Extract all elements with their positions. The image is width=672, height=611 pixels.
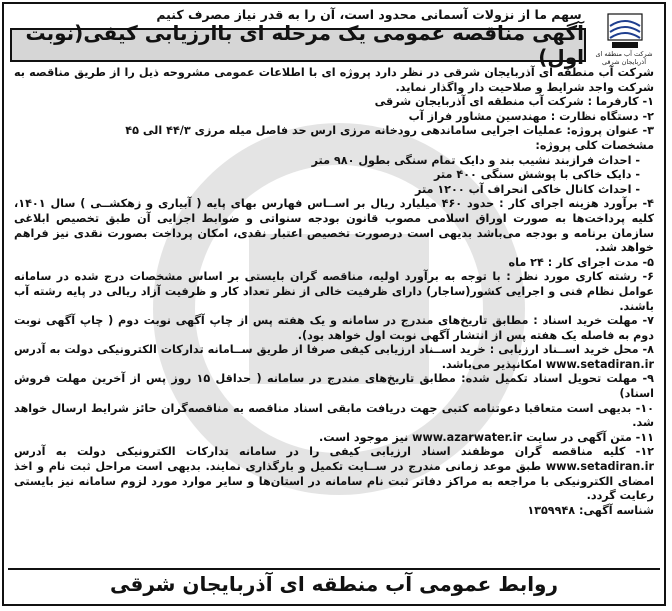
spec-item: - دایک خاکی با پوشش سنگی ۴۰۰ متر — [433, 168, 640, 182]
item-website-text-end: نیز موجود است. — [319, 430, 409, 444]
announcement-body — [14, 66, 654, 568]
item-website — [14, 431, 654, 446]
logo-caption: شرکت آب منطقه ای آذربایجان شرقی — [595, 50, 653, 66]
item-purchase-deadline: ۷- مهلت خرید اسناد : مطابق تاریخ‌های مندرج در سامانه و یک هفته پس از چاپ آگهی نوبت دوم ( چاپ آگهی نوبت دوم به فاصله یک هفته پس از انتشار آگهی نوبت اول خواهد بود). — [14, 314, 654, 342]
announcement-title: آگهی مناقصه عمومی یک مرحله ای باارزیابی کیفی(نوبت اول) — [10, 28, 586, 62]
item-upload-text: ۱۲- کلیه مناقصه گران موظفند اسناد ارزیابی کیفی را در سامانه تدارکات الکترونیکی دولت به آدرس — [14, 445, 654, 459]
item-project-title: ۳- عنوان پروژه: عملیات اجرایی ساماندهی رودخانه مرزی ارس حد فاصل میله مرزی ۴۴/۳ الی ۴۵ — [125, 124, 654, 138]
item-purchase-location-text: ۸- محل خرید اســناد ارزیابی : خرید اســناد ارزیابی کیفی صرفا از طریق ســامانه تدارکات الکترونیکی دولت به آدرس — [14, 343, 654, 357]
item-cost-estimate: ۴- برآورد هزینه اجرای کار : حدود ۴۶۰ میلیارد ریال بر اســاس فهارس بهای پایه ( آبیاری و زهکشــی ) سال ۱۴۰۱، کلیه پرداخت‌ها به صورت اوراق اسلامی مصوب قانون بودجه سنواتی و ضوابط اجرایی آن طبق تخصیص ابلاغی سازمان برنامه و بودجه می‌باشد بدیهی است درصورت تخصیص اعتبار نقدی، امکان پرداخت بصورت نقدی نیز فراهم خواهد شد. — [14, 197, 654, 255]
item-website-text: ۱۱- متن آگهی در سایت — [526, 430, 654, 444]
item-employer: ۱- کارفرما : شرکت آب منطقه ای آذربایجان شرقی — [374, 95, 654, 109]
spec-item: - احداث فرازبند نشیب بند و دایک تمام سنگی بطول ۹۸۰ متر — [311, 153, 640, 167]
setadiran-link-2[interactable]: www.setadiran.ir — [545, 460, 654, 474]
item-upload-text-end: طبق موعد زمانی مندرج در ســایت تکمیل و بارگذاری نمایند. بدیهی است مراحل ثبت نام و اخذ امضای الکترونیکی با مراجعه به مراکز دفاتر ثبت نام سامانه در استان‌ها و سایر موارد مورد لزوم سامانه نیز بایستی رعایت گردد. — [14, 460, 654, 503]
item-work-field: ۶- رشته کاری مورد نظر : با توجه به برآورد اولیه، مناقصه گران بایستی بر اساس مشخصات درج شده در سامانه عوامل نظام فنی و اجرایی کشور(ساجار) دارای ظرفیت خالی از نظر تعداد کار و ظرفیت آزاد ریالی در پایه رشته آب باشند. — [14, 270, 654, 313]
ad-identifier: شناسه آگهی: ۱۳۵۹۹۴۸ — [527, 503, 654, 517]
azarwater-link[interactable]: www.azarwater.ir — [412, 430, 523, 444]
conservation-slogan: سهم ما از نزولات آسمانی محدود است، آن را به قدر نیاز مصرف کنیم — [156, 7, 582, 22]
item-purchase-location — [14, 343, 654, 372]
item-upload-instructions — [14, 445, 654, 503]
specs-heading: مشخصات کلی پروژه: — [535, 138, 654, 152]
setadiran-link[interactable]: www.setadiran.ir — [545, 357, 654, 371]
footer-public-relations: روابط عمومی آب منطقه ای آذربایجان شرقی — [8, 568, 660, 598]
spec-item: - احداث کانال خاکی انحراف آب ۱۲۰۰ متر — [414, 182, 640, 196]
intro-paragraph: شرکت آب منطقه ای آذربایجان شرقی در نظر دارد پروژه ای با اطلاعات عمومی مشروحه ذیل را از طریق مناقصه به شرکت واجد شرایط و صلاحیت دار واگذار نماید. — [14, 66, 654, 94]
item-submission-deadline: ۹- مهلت تحویل اسناد تکمیل شده: مطابق تاریخ‌های مندرج در سامانه ( حداقل ۱۵ روز پس از آخرین مهلت فروش اسناد) — [14, 372, 654, 401]
advertisement-frame — [2, 2, 666, 606]
item-purchase-location-text-end: امکانپذیر می‌باشد. — [441, 357, 542, 371]
item-supervisor: ۲- دستگاه نظارت : مهندسین مشاور فراز آب — [408, 109, 654, 123]
item-invitation-note: ۱۰- بدیهی است متعاقبا دعوتنامه کتبی جهت دریافت مابقی اسناد مناقصه به مناقصه‌گران حائز شرایط ارسال خواهد شد. — [14, 401, 654, 430]
item-duration: ۵- مدت اجرای کار : ۲۴ ماه — [508, 255, 654, 269]
